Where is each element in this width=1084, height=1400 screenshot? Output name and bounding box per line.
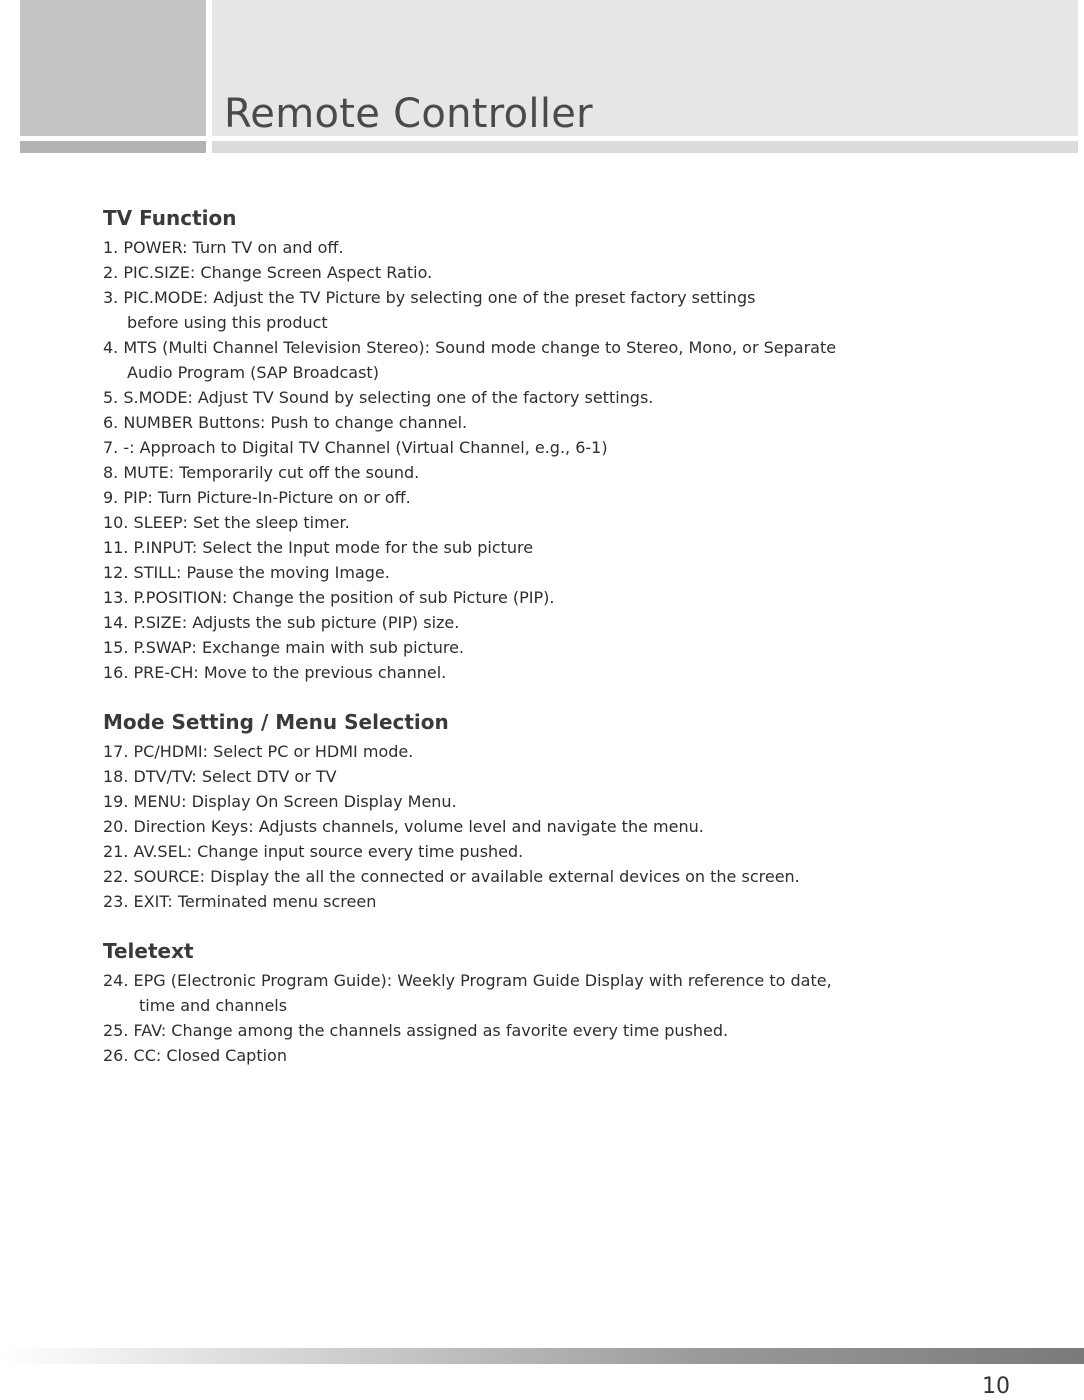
item-text: 3. PIC.MODE: Adjust the TV Picture by selecting one of the preset factory settings (103, 288, 756, 307)
list-item (103, 789, 1003, 814)
list-item (103, 510, 1003, 535)
list-item (103, 635, 1003, 660)
item-text: 7. -: Approach to Digital TV Channel (Virtual Channel, e.g., 6-1) (103, 438, 608, 457)
list-item (103, 385, 1003, 410)
item-text: 12. STILL: Pause the moving Image. (103, 563, 390, 582)
item-list (103, 968, 1003, 1068)
item-text: 8. MUTE: Temporarily cut off the sound. (103, 463, 420, 482)
section-tv-function (103, 203, 1003, 685)
header-bar-left (20, 141, 206, 153)
item-text: 21. AV.SEL: Change input source every time pushed. (103, 842, 524, 861)
list-item (103, 889, 1003, 914)
page-number: 10 (982, 1374, 1010, 1399)
item-continuation: before using this product (127, 313, 328, 332)
list-item (103, 839, 1003, 864)
item-text: 24. EPG (Electronic Program Guide): Weekly Program Guide Display with reference to date, (103, 971, 832, 990)
item-text: 15. P.SWAP: Exchange main with sub picture. (103, 638, 464, 657)
item-list (103, 739, 1003, 914)
item-text: 20. Direction Keys: Adjusts channels, volume level and navigate the menu. (103, 817, 704, 836)
list-item (103, 739, 1003, 764)
page-title: Remote Controller (224, 91, 593, 137)
item-text: 22. SOURCE: Display the all the connected or available external devices on the screen. (103, 867, 800, 886)
list-item (103, 260, 1003, 285)
item-text: 4. MTS (Multi Channel Television Stereo): Sound mode change to Stereo, Mono, or Separate (103, 338, 837, 357)
item-text: 11. P.INPUT: Select the Input mode for the sub picture (103, 538, 534, 557)
list-item (103, 610, 1003, 635)
section-heading: Teletext (103, 939, 194, 963)
item-text: 14. P.SIZE: Adjusts the sub picture (PIP) size. (103, 613, 460, 632)
list-item (103, 485, 1003, 510)
item-text: 13. P.POSITION: Change the position of sub Picture (PIP). (103, 588, 555, 607)
list-item (103, 764, 1003, 789)
section-teletext (103, 936, 1003, 1068)
item-text: 25. FAV: Change among the channels assigned as favorite every time pushed. (103, 1021, 729, 1040)
content (103, 203, 1003, 1090)
list-item (103, 335, 1003, 385)
list-item (103, 285, 1003, 335)
list-item (103, 235, 1003, 260)
list-item (103, 864, 1003, 889)
section-heading: Mode Setting / Menu Selection (103, 710, 449, 734)
item-text: 23. EXIT: Terminated menu screen (103, 892, 377, 911)
list-item (103, 1043, 1003, 1068)
header-block-left (20, 0, 206, 136)
item-list (103, 235, 1003, 685)
item-text: 1. POWER: Turn TV on and off. (103, 238, 344, 257)
section-heading: TV Function (103, 206, 237, 230)
item-continuation: time and channels (139, 996, 288, 1015)
list-item (103, 1018, 1003, 1043)
list-item (103, 410, 1003, 435)
item-text: 9. PIP: Turn Picture-In-Picture on or off. (103, 488, 411, 507)
item-text: 5. S.MODE: Adjust TV Sound by selecting one of the factory settings. (103, 388, 654, 407)
header-bar-right (212, 141, 1078, 153)
list-item (103, 660, 1003, 685)
section-mode-setting (103, 707, 1003, 914)
item-continuation: Audio Program (SAP Broadcast) (127, 363, 379, 382)
list-item (103, 535, 1003, 560)
item-text: 6. NUMBER Buttons: Push to change channel. (103, 413, 468, 432)
item-text: 16. PRE-CH: Move to the previous channel. (103, 663, 447, 682)
list-item (103, 585, 1003, 610)
item-text: 10. SLEEP: Set the sleep timer. (103, 513, 350, 532)
item-text: 2. PIC.SIZE: Change Screen Aspect Ratio. (103, 263, 433, 282)
footer-bar (0, 1348, 1084, 1364)
list-item (103, 460, 1003, 485)
list-item (103, 435, 1003, 460)
list-item (103, 968, 1003, 1018)
item-text: 26. CC: Closed Caption (103, 1046, 287, 1065)
item-text: 19. MENU: Display On Screen Display Menu. (103, 792, 457, 811)
list-item (103, 560, 1003, 585)
item-text: 18. DTV/TV: Select DTV or TV (103, 767, 337, 786)
list-item (103, 814, 1003, 839)
item-text: 17. PC/HDMI: Select PC or HDMI mode. (103, 742, 414, 761)
